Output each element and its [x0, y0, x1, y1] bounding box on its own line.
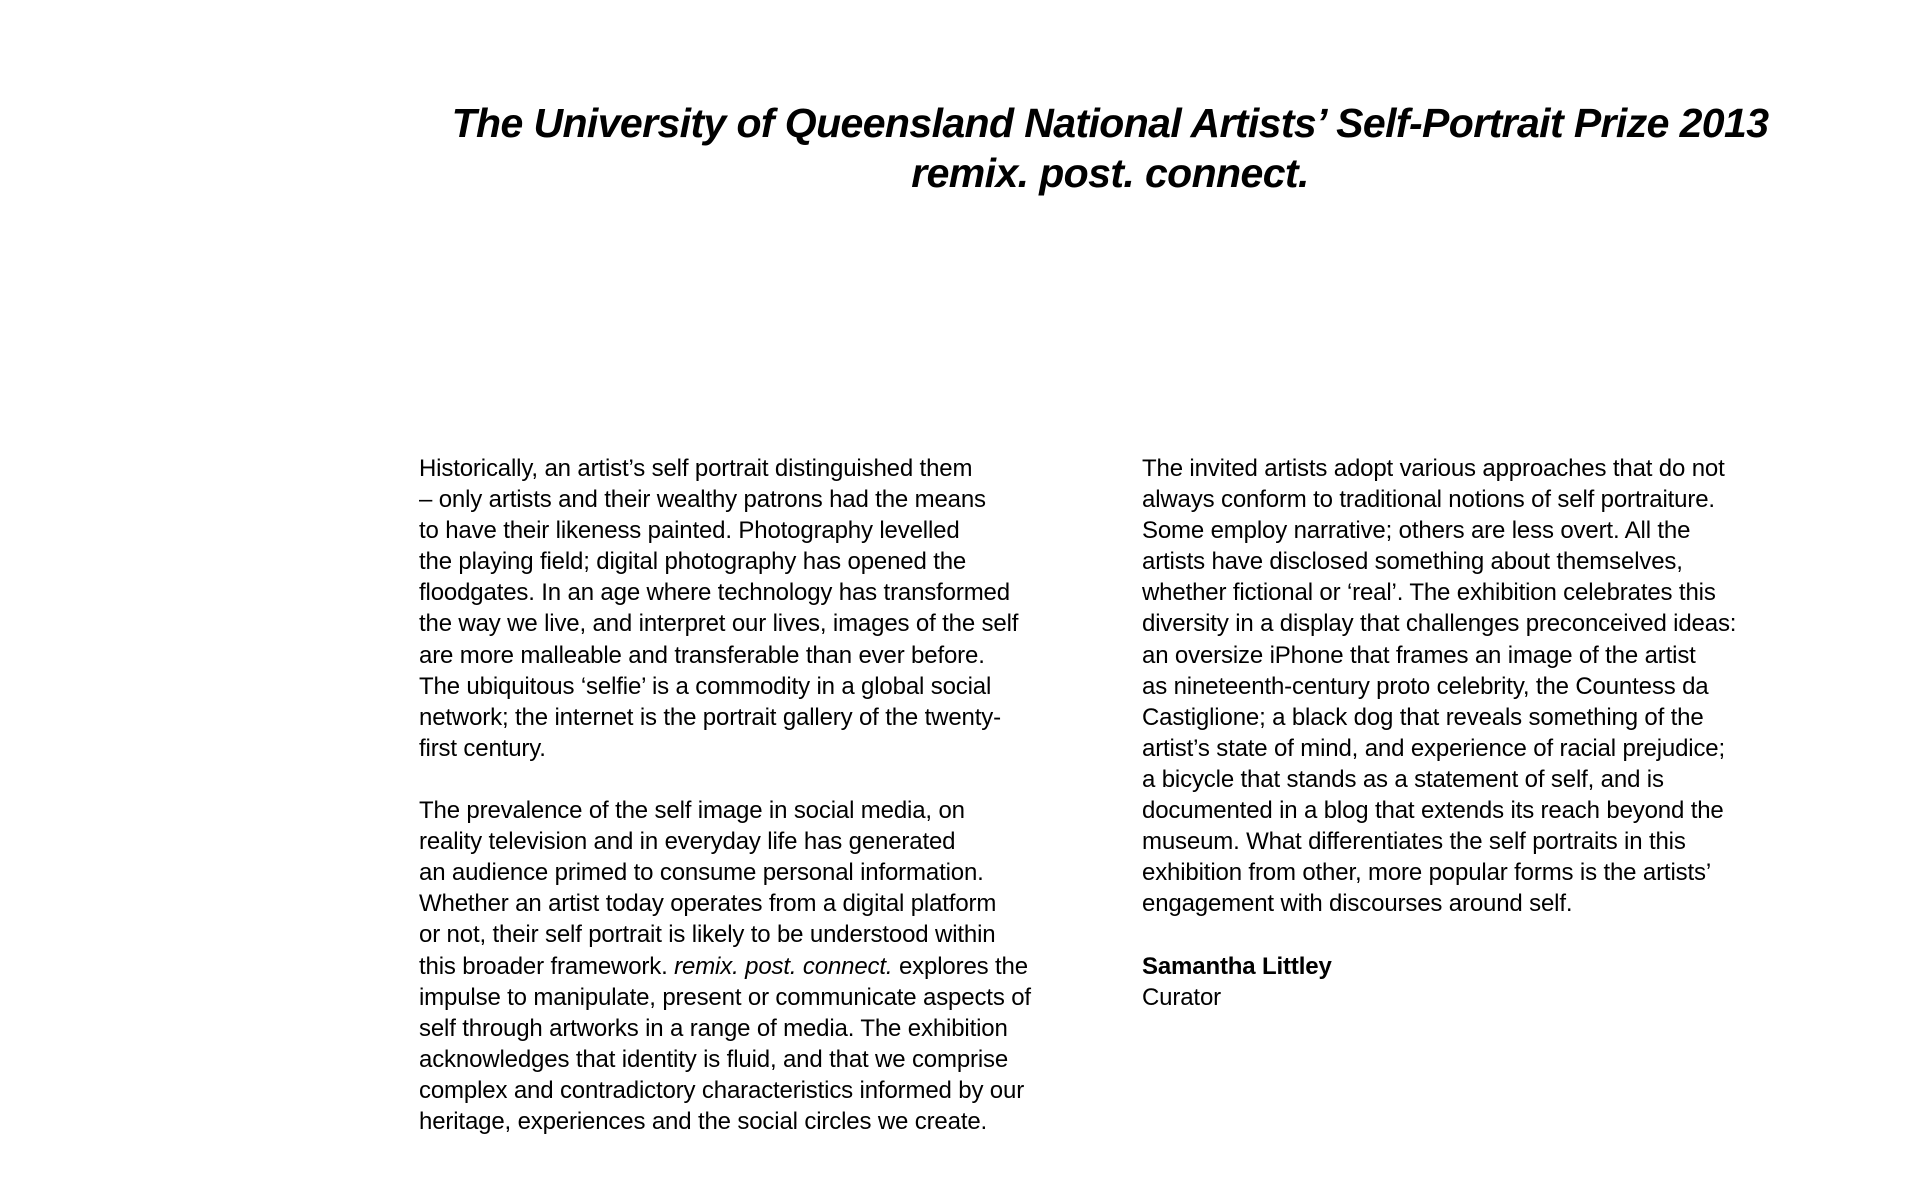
page-title: [410, 98, 1810, 198]
text-line: first century.: [419, 734, 546, 762]
text-line: the way we live, and interpret our lives, images of the self: [419, 610, 1019, 638]
text-line: the playing field; digital photography has opened the: [419, 548, 967, 576]
text-line: a bicycle that stands as a statement of self, and is: [1142, 765, 1664, 793]
text-line: artist’s state of mind, and experience of racial prejudice;: [1142, 734, 1726, 762]
text-segment: this broader framework.: [419, 952, 675, 980]
text-line: museum. What differentiates the self portraits in this: [1142, 828, 1686, 856]
signature-block: [1142, 951, 1862, 1013]
text-line: always conform to traditional notions of self portraiture.: [1142, 486, 1715, 514]
author-role: Curator: [1142, 983, 1221, 1011]
text-line: an oversize iPhone that frames an image of the artist: [1142, 641, 1696, 669]
text-line: exhibition from other, more popular forms is the artists’: [1142, 859, 1712, 887]
text-line: whether fictional or ‘real’. The exhibition celebrates this: [1142, 579, 1716, 607]
text-line: documented in a blog that extends its reach beyond the: [1142, 797, 1724, 825]
text-line: or not, their self portrait is likely to be understood within: [419, 921, 996, 949]
text-line: an audience primed to consume personal information.: [419, 859, 984, 887]
left-column: [419, 453, 1099, 1137]
text-line: – only artists and their wealthy patrons had the means: [419, 486, 986, 514]
text-line: as nineteenth-century proto celebrity, the Countess da: [1142, 672, 1709, 700]
text-line: impulse to manipulate, present or communicate aspects of: [419, 983, 1031, 1011]
text-line: artists have disclosed something about themselves,: [1142, 548, 1683, 576]
text-line-mixed: [419, 951, 1099, 982]
title-line-1: The University of Queensland National Artists’ Self-Portrait Prize 2013: [451, 100, 1769, 146]
text-line: engagement with discourses around self.: [1142, 890, 1573, 918]
text-line: are more malleable and transferable than ever before.: [419, 641, 985, 669]
text-line: reality television and in everyday life has generated: [419, 828, 956, 856]
text-line: The ubiquitous ‘selfie’ is a commodity in a global social: [419, 672, 992, 700]
paragraph-3: [1142, 453, 1862, 919]
text-line: acknowledges that identity is fluid, and that we comprise: [419, 1045, 1009, 1073]
text-line: The invited artists adopt various approaches that do not: [1142, 455, 1725, 482]
text-line: The prevalence of the self image in social media, on: [419, 797, 965, 825]
text-line: network; the internet is the portrait gallery of the twenty-: [419, 703, 1001, 731]
title-line-2: remix. post. connect.: [911, 150, 1309, 196]
text-line: heritage, experiences and the social circles we create.: [419, 1107, 988, 1135]
text-line: self through artworks in a range of media. The exhibition: [419, 1014, 1008, 1042]
paragraph-1: [419, 453, 1099, 764]
exhibition-title-italic: remix. post. connect.: [674, 952, 893, 980]
text-line: to have their likeness painted. Photography levelled: [419, 517, 960, 545]
text-line: Whether an artist today operates from a digital platform: [419, 890, 997, 918]
paragraph-gap: [1142, 919, 1862, 950]
paragraph-gap: [419, 764, 1099, 795]
paragraph-2: [419, 795, 1099, 1137]
text-line: floodgates. In an age where technology has transformed: [419, 579, 1010, 607]
text-line: Some employ narrative; others are less overt. All the: [1142, 517, 1691, 545]
text-segment: explores the: [892, 952, 1028, 980]
text-line: complex and contradictory characteristics informed by our: [419, 1076, 1025, 1104]
text-line: diversity in a display that challenges preconceived ideas:: [1142, 610, 1737, 638]
right-column: [1142, 453, 1862, 1013]
text-line: Historically, an artist’s self portrait distinguished them: [419, 455, 973, 482]
text-line: Castiglione; a black dog that reveals something of the: [1142, 703, 1704, 731]
author-name: Samantha Littley: [1142, 952, 1332, 980]
